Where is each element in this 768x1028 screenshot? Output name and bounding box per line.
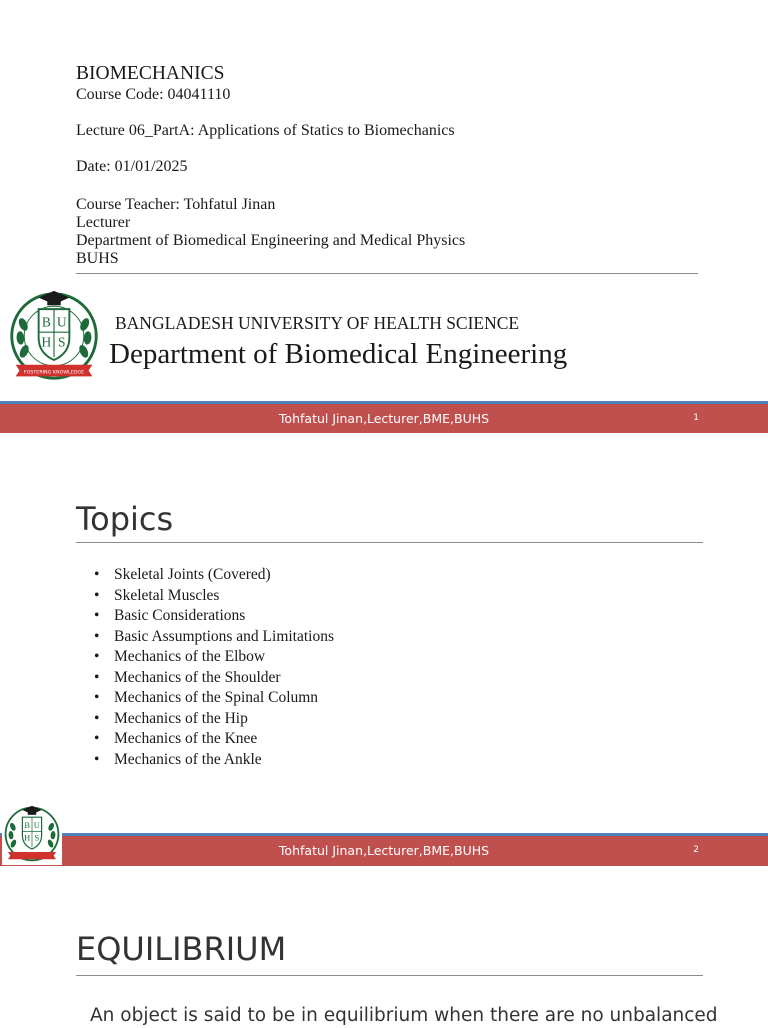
bullet: • <box>94 627 100 645</box>
slide-title: Topics <box>76 500 174 538</box>
bullet: • <box>94 607 100 624</box>
topic-label: Mechanics of the Spinal Column <box>114 689 319 706</box>
topic-label: Mechanics of the Shoulder <box>114 668 281 686</box>
lecture-date: Date: 01/01/2025 <box>76 158 188 175</box>
footer-text: Tohfatul Jinan,Lecturer,BME,BUHS <box>278 843 490 858</box>
topic-label: Mechanics of the Hip <box>114 709 248 727</box>
topic-label: Basic Assumptions and Limitations <box>114 627 335 645</box>
slide-body-text: An object is said to be in equilibrium when there are no unbalanced <box>90 1005 718 1026</box>
teacher-designation: Lecturer <box>76 214 131 231</box>
logo-letter-b: B <box>24 821 31 830</box>
bullet: • <box>94 709 100 727</box>
topic-list <box>92 565 334 770</box>
bullet: • <box>94 648 100 665</box>
logo-letter-b: B <box>41 314 51 330</box>
list-item <box>92 565 334 586</box>
bullet: • <box>94 668 100 686</box>
list-item <box>92 606 334 627</box>
list-item <box>92 668 334 689</box>
list-item <box>92 627 334 648</box>
lecture-title: Lecture 06_PartA: Applications of Statics to Biomechanics <box>76 122 455 139</box>
title-underline <box>76 542 703 543</box>
course-teacher: Course Teacher: Tohfatul Jinan <box>76 196 276 213</box>
logo-letter-u: U <box>33 821 40 830</box>
slide-footer <box>0 401 768 433</box>
title-underline <box>76 975 703 976</box>
bullet: • <box>94 586 100 604</box>
logo-letter-s: S <box>57 334 66 350</box>
logo-letter-h: H <box>24 833 31 843</box>
topic-label: Skeletal Joints (Covered) <box>114 566 271 583</box>
university-name: BANGLADESH UNIVERSITY OF HEALTH SCIENCE <box>115 313 520 333</box>
list-item <box>92 647 334 668</box>
buhs-seal-small <box>2 803 62 865</box>
logo-letter-s: S <box>34 833 40 843</box>
topic-label: Skeletal Muscles <box>114 586 220 604</box>
page-number: 1 <box>693 413 699 423</box>
topic-label: Mechanics of the Ankle <box>114 750 262 768</box>
logo-letter-u: U <box>56 314 67 330</box>
footer-text: Tohfatul Jinan,Lecturer,BME,BUHS <box>278 411 490 426</box>
university-logo-small <box>2 803 62 865</box>
bullet: • <box>94 566 100 583</box>
list-item <box>92 729 334 750</box>
slide-footer <box>0 833 768 866</box>
page-number: 2 <box>693 845 699 855</box>
divider <box>76 273 698 274</box>
course-code: Course Code: 04041110 <box>76 86 231 103</box>
topic-label: Basic Considerations <box>114 607 246 624</box>
slide-title: EQUILIBRIUM <box>76 930 287 968</box>
teacher-institution: BUHS <box>76 250 119 267</box>
topic-label: Mechanics of the Elbow <box>114 648 266 665</box>
list-item <box>92 688 334 709</box>
teacher-department: Department of Biomedical Engineering and Medical Physics <box>76 232 466 249</box>
university-logo <box>6 287 102 385</box>
logo-ribbon-text: FOSTERING KNOWLEDGE <box>23 370 85 376</box>
bullet: • <box>94 730 100 747</box>
department-heading: Department of Biomedical Engineering <box>109 338 568 370</box>
buhs-seal <box>6 287 102 385</box>
bullet: • <box>94 750 100 768</box>
list-item <box>92 750 334 771</box>
course-title: BIOMECHANICS <box>76 63 225 84</box>
logo-letter-h: H <box>41 334 52 350</box>
bullet: • <box>94 689 100 706</box>
list-item <box>92 709 334 730</box>
topic-label: Mechanics of the Knee <box>114 730 258 747</box>
list-item <box>92 586 334 607</box>
